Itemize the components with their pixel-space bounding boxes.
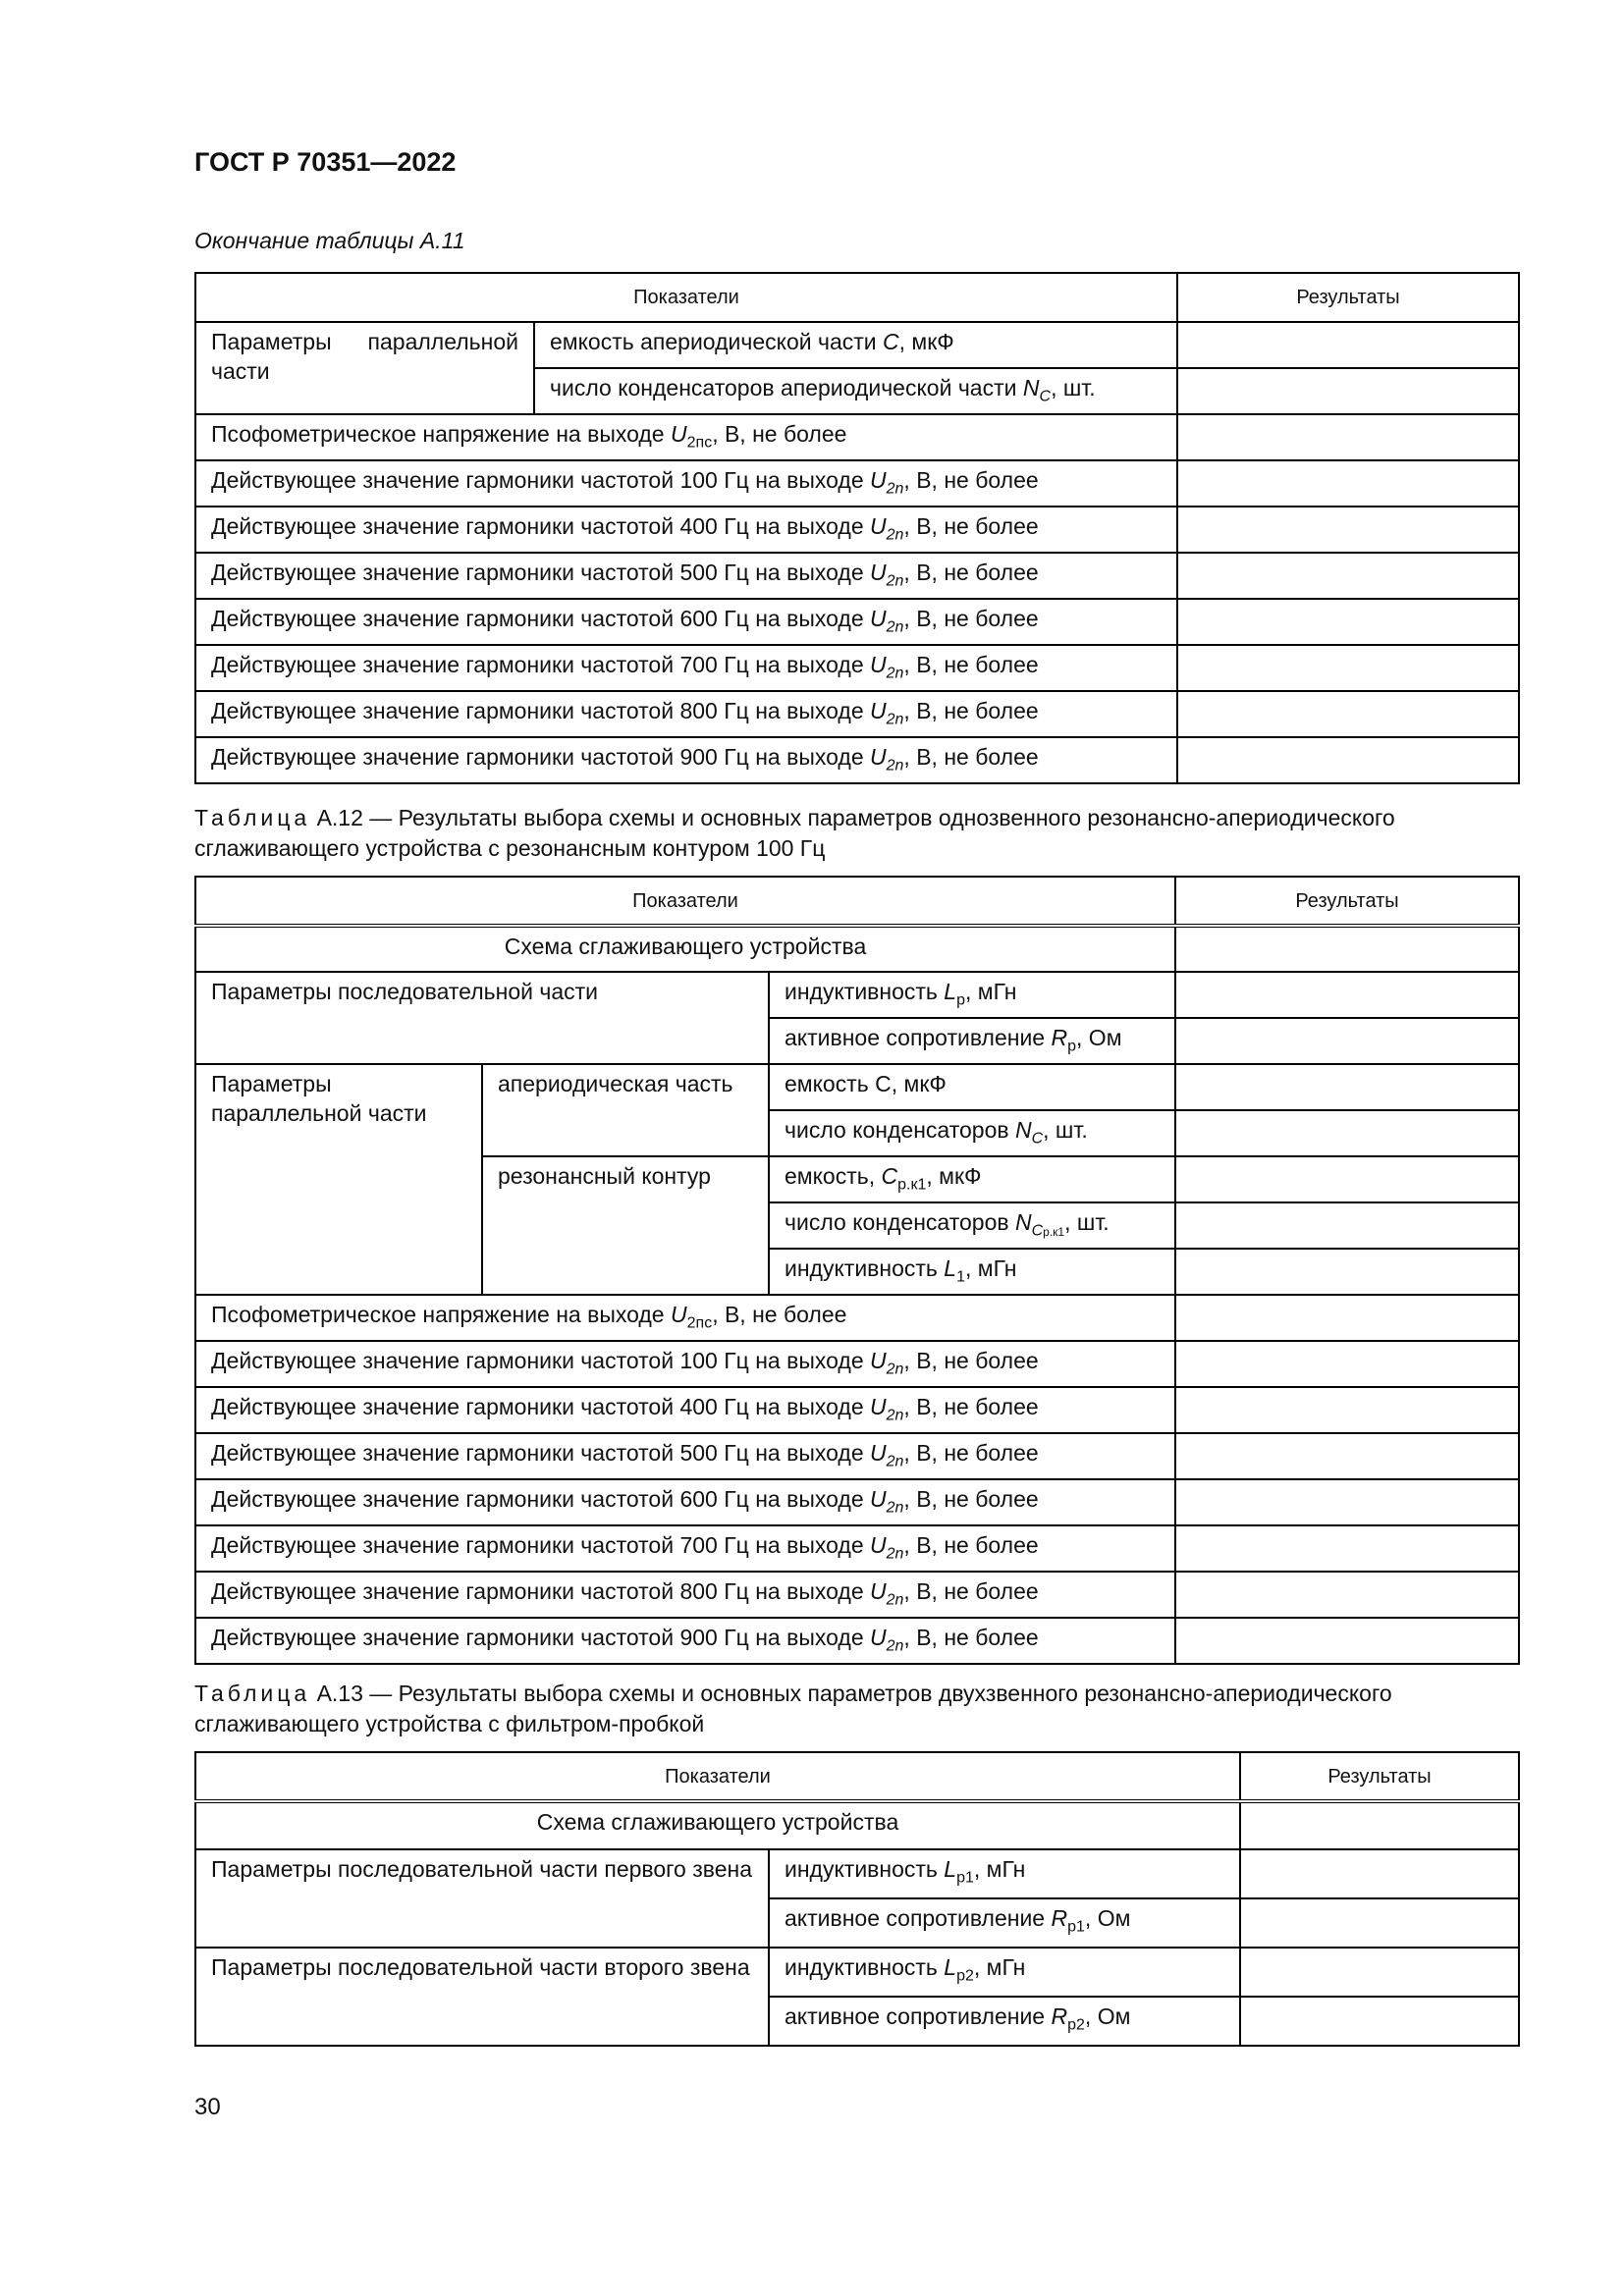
result-cell [1175, 1156, 1519, 1202]
scheme-cell: Схема сглаживающего устройства [195, 926, 1175, 972]
result-cell [1175, 1341, 1519, 1387]
harmonic-800-cell: Действующее значение гармоники частотой 800 Гц на выходе $U_{2n}$, В, не более [195, 691, 1177, 737]
result-cell [1175, 1433, 1519, 1479]
second-link-serial-label: Параметры последовательной части второго звена [195, 1948, 769, 2046]
page-number: 30 [194, 2094, 221, 2120]
parallel-part-label: Параметры параллельной части [195, 1064, 482, 1295]
harmonic-400-cell: Действующее значение гармоники частотой 400 Гц на выходе $U_{2n}$, В, не более [195, 507, 1177, 553]
column-header-results: Результаты [1175, 877, 1519, 926]
resistance-cell: активное сопротивление $R_р$, Ом [769, 1018, 1175, 1064]
aperiodic-capacity-cell: емкость С, мкФ [769, 1064, 1175, 1110]
result-cell [1175, 1110, 1519, 1156]
result-cell [1177, 322, 1519, 368]
result-cell [1175, 926, 1519, 972]
serial-part-label: Параметры последовательной части [195, 972, 769, 1064]
resistance-1-cell: активное сопротивление $R_{р1}$, Ом [769, 1898, 1240, 1948]
aperiodic-count-cell: число конденсаторов $N_C$, шт. [769, 1110, 1175, 1156]
harmonic-400-cell: Действующее значение гармоники частотой 400 Гц на выходе $U_{2n}$, В, не более [195, 1387, 1175, 1433]
table-a13-caption: Таблица А.13 — Результаты выбора схемы и основных параметров двухзвенного резонансно-апериодического сглаживающего устройства с фильтром-пробкой [194, 1681, 1392, 1736]
harmonic-900-cell: Действующее значение гармоники частотой 900 Гц на выходе $U_{2n}$, В, не более [195, 1618, 1175, 1664]
table-a12 [194, 876, 1520, 1665]
result-cell [1177, 599, 1519, 645]
result-cell [1175, 1572, 1519, 1618]
aperiodic-count-cell: число конденсаторов апериодической части $N_C$, шт. [534, 368, 1177, 414]
harmonic-100-cell: Действующее значение гармоники частотой 100 Гц на выходе $U_{2n}$, В, не более [195, 460, 1177, 507]
harmonic-500-cell: Действующее значение гармоники частотой 500 Гц на выходе $U_{2n}$, В, не более [195, 1433, 1175, 1479]
harmonic-600-cell: Действующее значение гармоники частотой 600 Гц на выходе $U_{2n}$, В, не более [195, 1479, 1175, 1525]
result-cell [1175, 1202, 1519, 1249]
aperiodic-part-label: апериодическая часть [482, 1064, 769, 1156]
result-cell [1177, 368, 1519, 414]
harmonic-500-cell: Действующее значение гармоники частотой 500 Гц на выходе $U_{2n}$, В, не более [195, 553, 1177, 599]
resonant-inductance-cell: индуктивность $L_1$, мГн [769, 1249, 1175, 1295]
resonant-count-cell: число конденсаторов $N_{Cр.к1}$, шт. [769, 1202, 1175, 1249]
table-a11 [194, 272, 1520, 784]
result-cell [1177, 691, 1519, 737]
harmonic-900-cell: Действующее значение гармоники частотой 900 Гц на выходе $U_{2n}$, В, не более [195, 737, 1177, 783]
psofometric-voltage-cell: Псофометрическое напряжение на выходе $U_{2пс}$, В, не более [195, 414, 1177, 460]
result-cell [1175, 1018, 1519, 1064]
first-link-serial-label: Параметры последовательной части первого звена [195, 1849, 769, 1948]
column-header-indicators: Показатели [195, 273, 1177, 322]
document-header: ГОСТ Р 70351—2022 [194, 147, 457, 177]
harmonic-700-cell: Действующее значение гармоники частотой 700 Гц на выходе $U_{2n}$, В, не более [195, 645, 1177, 691]
result-cell [1175, 1295, 1519, 1341]
psofometric-voltage-cell: Псофометрическое напряжение на выходе $U_{2пс}$, В, не более [195, 1295, 1175, 1341]
result-cell [1240, 1997, 1519, 2046]
result-cell [1177, 737, 1519, 783]
harmonic-800-cell: Действующее значение гармоники частотой 800 Гц на выходе $U_{2n}$, В, не более [195, 1572, 1175, 1618]
result-cell [1177, 645, 1519, 691]
harmonic-100-cell: Действующее значение гармоники частотой 100 Гц на выходе $U_{2n}$, В, не более [195, 1341, 1175, 1387]
result-cell [1177, 507, 1519, 553]
table-a12-caption: Таблица А.12 — Результаты выбора схемы и основных параметров однозвенного резонансно-апериодического сглаживающего устройства с резонансным контуром 100 Гц [194, 805, 1395, 861]
result-cell [1175, 1064, 1519, 1110]
result-cell [1175, 1479, 1519, 1525]
result-cell [1240, 1849, 1519, 1898]
column-header-results: Результаты [1240, 1752, 1519, 1801]
column-header-results: Результаты [1177, 273, 1519, 322]
resistance-2-cell: активное сопротивление $R_{р2}$, Ом [769, 1997, 1240, 2046]
harmonic-700-cell: Действующее значение гармоники частотой 700 Гц на выходе $U_{2n}$, В, не более [195, 1525, 1175, 1572]
table-a11-caption: Окончание таблицы А.11 [194, 228, 465, 253]
aperiodic-capacity-cell: емкость апериодической части C, мкФ [534, 322, 1177, 368]
result-cell [1175, 1618, 1519, 1664]
result-cell [1175, 1387, 1519, 1433]
parallel-part-label: Параметры параллельной части [195, 322, 534, 414]
inductance-1-cell: индуктивность $L_{р1}$, мГн [769, 1849, 1240, 1898]
harmonic-600-cell: Действующее значение гармоники частотой 600 Гц на выходе $U_{2n}$, В, не более [195, 599, 1177, 645]
table-a13 [194, 1751, 1520, 2047]
result-cell [1177, 553, 1519, 599]
resonant-circuit-label: резонансный контур [482, 1156, 769, 1295]
result-cell [1240, 1948, 1519, 1997]
result-cell [1175, 1249, 1519, 1295]
inductance-cell: индуктивность $L_р$, мГн [769, 972, 1175, 1018]
result-cell [1177, 460, 1519, 507]
result-cell [1177, 414, 1519, 460]
resonant-capacity-cell: емкость, $C_{р.к1}$, мкФ [769, 1156, 1175, 1202]
scheme-cell: Схема сглаживающего устройства [195, 1801, 1240, 1849]
result-cell [1240, 1898, 1519, 1948]
result-cell [1240, 1801, 1519, 1849]
column-header-indicators: Показатели [195, 877, 1175, 926]
result-cell [1175, 1525, 1519, 1572]
inductance-2-cell: индуктивность $L_{р2}$, мГн [769, 1948, 1240, 1997]
result-cell [1175, 972, 1519, 1018]
column-header-indicators: Показатели [195, 1752, 1240, 1801]
